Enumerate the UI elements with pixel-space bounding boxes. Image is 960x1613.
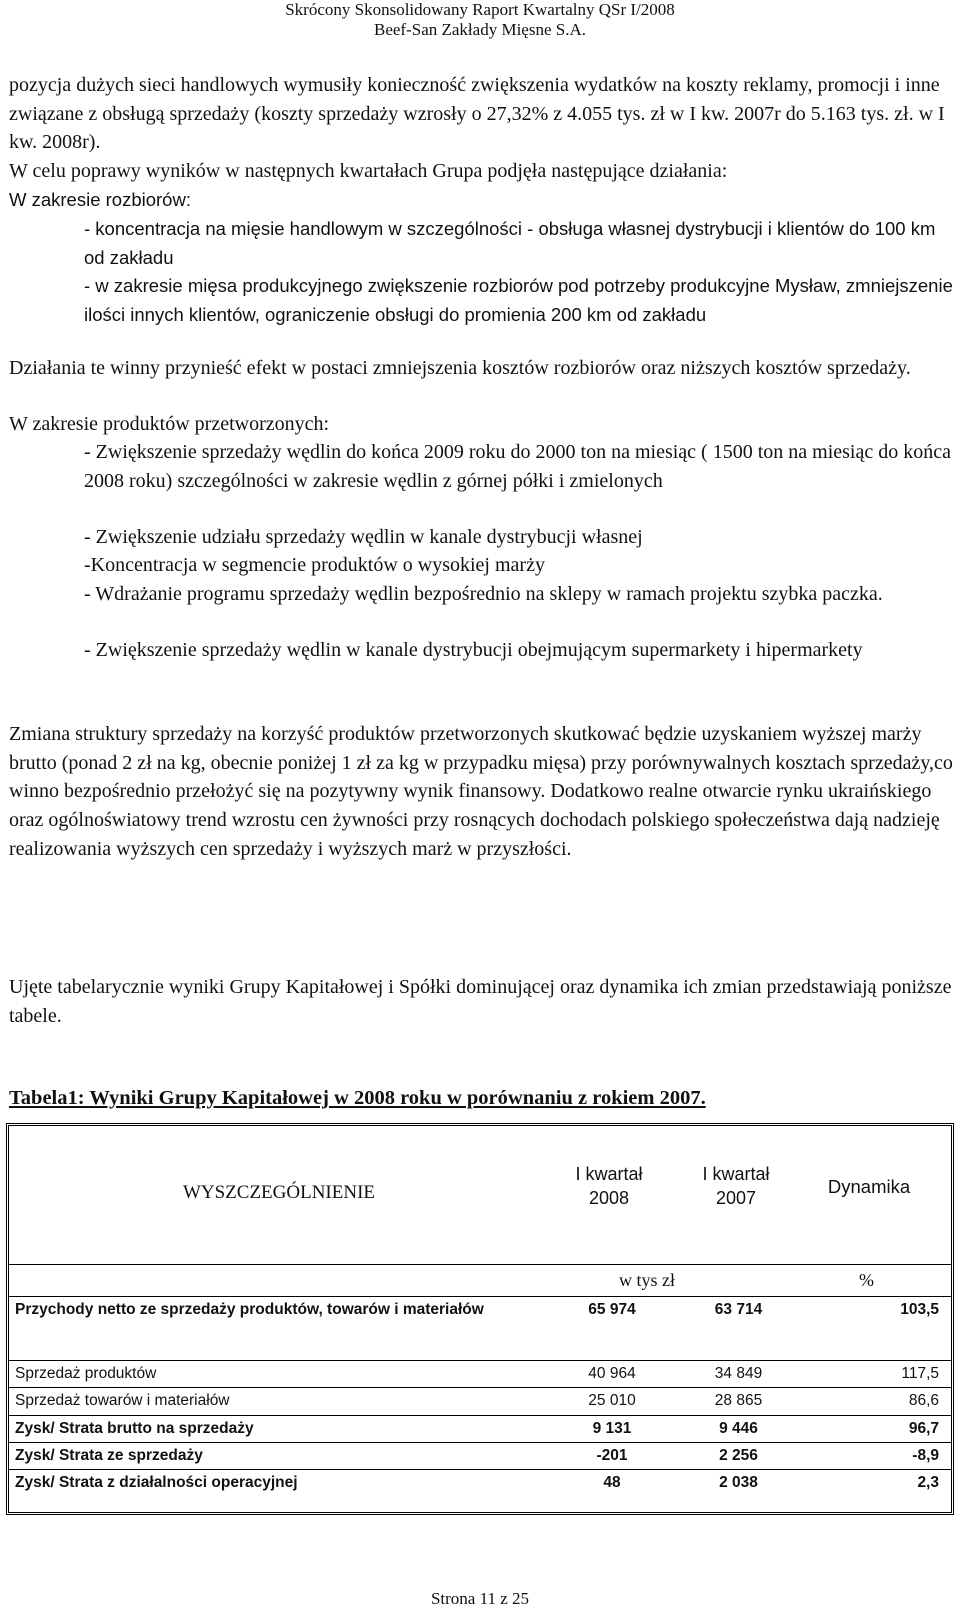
table-row — [9, 1469, 951, 1496]
units-row — [9, 1264, 951, 1296]
row-value-2007: 9 446 — [719, 1420, 758, 1437]
table-row — [9, 1415, 951, 1442]
table-row — [9, 1360, 951, 1387]
paragraph-costs: pozycja dużych sieci handlowych wymusiły konieczność zwiększenia wydatków na koszty reklamy, promocji i inne związane z obsługą sprzedaży (koszty sprzedaży wzrosły o 27,32% z 4.055 tys. zł w I kw. 2007r do 5.163 tys. zł. w I kw. 2008r). — [9, 74, 945, 154]
paragraph-actions-intro: W celu poprawy wyników w następnych kwartałach Grupa podjęła następujące działania: — [9, 160, 728, 182]
header-q1-2008: I kwartał 2008 — [575, 1164, 643, 1208]
row-value-2008: 65 974 — [588, 1301, 636, 1318]
row-label: Zysk/ Strata z działalności operacyjnej — [15, 1474, 298, 1491]
row-label: Sprzedaż towarów i materiałów — [15, 1392, 230, 1409]
paragraph-processed-heading: W zakresie produktów przetworzonych: — [9, 413, 330, 435]
row-label: Zysk/ Strata ze sprzedaży — [15, 1447, 203, 1464]
bullet-quick-parcel: - Wdrażanie programu sprzedaży wędlin bezpośrednio na sklepy w ramach projektu szybka paczka. — [84, 583, 883, 605]
bullet-production-meat: - w zakresie mięsa produkcyjnego zwiększenie rozbiorów pod potrzeby produkcyjne Mysław, zmniejszenie ilości innych klientów, ograniczenie obsługi do promienia 200 km od zakładu — [84, 275, 953, 325]
row-dynamics: 103,5 — [900, 1301, 939, 1318]
row-value-2007: 34 849 — [714, 1365, 763, 1382]
bullet-high-margin: -Koncentracja w segmencie produktów o wysokiej marży — [84, 554, 545, 576]
row-dynamics: 96,7 — [908, 1420, 939, 1437]
row-value-2008: 9 131 — [592, 1420, 632, 1437]
row-value-2007: 28 865 — [714, 1392, 763, 1409]
header-dynamics: Dynamika — [827, 1176, 911, 1197]
header-description: WYSZCZEGÓLNIENIE — [182, 1182, 376, 1203]
paragraph-tables-intro: Ujęte tabelarycznie wyniki Grupy Kapitałowej i Spółki dominującej oraz dynamika ich zmian przedstawiają poniższe tabele. — [9, 976, 952, 1027]
row-value-2007: 63 714 — [714, 1301, 763, 1318]
results-table — [6, 1123, 954, 1515]
paragraph-cuts-heading: W zakresie rozbiorów: — [9, 189, 191, 210]
table-title: Tabela1: Wyniki Grupy Kapitałowej w 2008 roku w porównaniu z rokiem 2007. — [9, 1087, 706, 1109]
row-value-2008: 40 964 — [588, 1365, 636, 1382]
table-header — [9, 1126, 951, 1265]
row-value-2007: 2 038 — [719, 1474, 758, 1491]
row-value-2008: 25 010 — [588, 1392, 636, 1409]
row-dynamics: -8,9 — [912, 1447, 939, 1464]
report-header-company: Beef-San Zakłady Mięsne S.A. — [374, 20, 586, 39]
table-row — [9, 1296, 951, 1360]
table-row — [9, 1442, 951, 1469]
bullet-sales-increase: - Zwiększenie sprzedaży wędlin do końca 2009 roku do 2000 ton na miesiąc ( 1500 ton na miesiąc do końca 2008 roku) szczególności w zakresie wędlin z górnej półki i zmielonych — [84, 441, 951, 492]
row-label: Sprzedaż produktów — [15, 1365, 157, 1382]
row-value-2008: 48 — [603, 1474, 621, 1491]
table-row — [9, 1387, 951, 1415]
paragraph-effect: Działania te winny przynieść efekt w postaci zmniejszenia kosztów rozbiorów oraz niższych kosztów sprzedaży. — [9, 357, 911, 379]
row-label: Przychody netto ze sprzedaży produktów, towarów i materiałów — [15, 1301, 484, 1318]
report-header-title: Skrócony Skonsolidowany Raport Kwartalny QSr I/2008 — [285, 0, 675, 19]
header-q1-2007: I kwartał 2007 — [702, 1164, 770, 1208]
bullet-trade-meat: - koncentracja na mięsie handlowym w szczególności - obsługa własnej dystrybucji i klientów do 100 km od zakładu — [84, 218, 936, 268]
row-label: Zysk/ Strata brutto na sprzedaży — [15, 1420, 254, 1437]
row-value-2008: -201 — [596, 1447, 628, 1464]
row-dynamics: 2,3 — [917, 1474, 939, 1491]
row-value-2007: 2 256 — [719, 1447, 758, 1464]
paragraph-structure-change: Zmiana struktury sprzedaży na korzyść produktów przetworzonych skutkować będzie uzyskaniem wyższej marży brutto (ponad 2 zł na kg, obecnie poniżej 1 zł za kg w przypadku mięsa) przy porównywalnych kosztach sprzedaży,co winno bezpośrednio przełożyć się na pozytywny wynik finansowy. Dodatkowo realne otwarcie rynku ukraińskiego oraz ogólnoświatowy trend wzrostu cen żywności przy rosnących dochodach polskiego społeczeństwa dają nadzieję realizowania wyższych cen sprzedaży i wyższych marż w przyszłości. — [9, 723, 953, 860]
unit-percent: % — [859, 1270, 874, 1290]
row-dynamics: 86,6 — [908, 1392, 939, 1409]
unit-thousands: w tys zł — [619, 1270, 675, 1290]
bullet-supermarkets: - Zwiększenie sprzedaży wędlin w kanale dystrybucji obejmującym supermarkety i hipermarkety — [84, 639, 863, 661]
page-number: Strona 11 z 25 — [430, 1589, 530, 1608]
bullet-own-distribution: - Zwiększenie udziału sprzedaży wędlin w kanale dystrybucji własnej — [84, 526, 643, 548]
row-dynamics: 117,5 — [901, 1365, 939, 1382]
